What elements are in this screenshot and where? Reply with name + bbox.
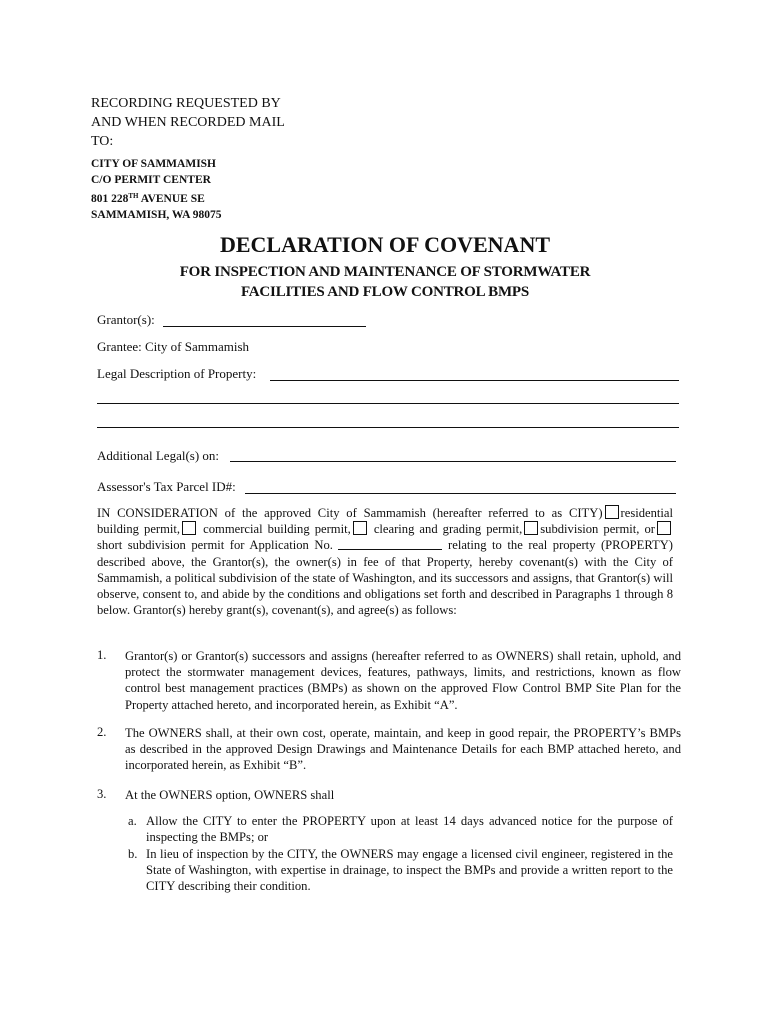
residential-checkbox[interactable] (605, 505, 619, 519)
tax-parcel-label: Assessor's Tax Parcel ID#: (97, 479, 236, 494)
recording-line: TO: (91, 134, 114, 149)
recording-line: RECORDING REQUESTED BY (91, 96, 281, 111)
commercial-checkbox[interactable] (182, 521, 196, 535)
recording-line: AND WHEN RECORDED MAIL (91, 115, 285, 130)
subitem-label: a. (128, 814, 137, 828)
legal-description-line-1[interactable] (270, 380, 679, 381)
grantor-input-line[interactable] (163, 326, 366, 327)
item-text: Grantor(s) or Grantor(s) successors and assigns (hereafter referred to as OWNERS) shall retain, uphold, and protect the stormwater management devices, features, pathways, limits, and restrictions, known as flow control best management practices (BMPs) as shown on the approved Flow Control BMP Site Plan for the Property attached hereto, and incorporated herein, as Exhibit “A”. (125, 649, 681, 712)
item-text: At the OWNERS option, OWNERS shall (125, 788, 335, 802)
subdivision-checkbox[interactable] (524, 521, 538, 535)
subitem-a (128, 813, 673, 845)
short-subdivision-checkbox[interactable] (657, 521, 671, 535)
address-line: C/O PERMIT CENTER (91, 174, 211, 186)
document-title: DECLARATION OF COVENANT (219, 232, 551, 257)
subitem-label: b. (128, 847, 138, 861)
legal-description-line-3[interactable] (97, 427, 679, 428)
item-text: The OWNERS shall, at their own cost, operate, maintain, and keep in good repair, the PROPERTY’s BMPs as described in the approved Design Drawings and Maintenance Details for each BMP attached hereto, and incorporated herein, as Exhibit “B”. (125, 726, 681, 773)
consideration-paragraph: IN CONSIDERATION of the approved City of Sammamish (hereafter referred to as CITY) residential building permit, commercial building permit, clearing and grading permit, subdivision permit, orshort subdivision permit for Application No. relating to the real property (PROPERTY) described above, the Grantor(s), the owner(s) in fee of that Property, hereby covenant(s) with the City of Sammamish, a political subdivision of the state of Washington, and its successors and assigns, that Grantor(s) will observe, consent to, and abide by the conditions and obligations set forth and described in Paragraphs 1 through 8 below. Grantor(s) hereby grant(s), covenant(s), and agree(s) as follows: (97, 506, 673, 618)
mailing-address (91, 156, 221, 223)
subtitle-line: FOR INSPECTION AND MAINTENANCE OF STORMWATER (179, 264, 591, 280)
subitem-text: Allow the CITY to enter the PROPERTY upon at least 14 days advanced notice for the purpose of inspecting the BMPs; or (146, 814, 673, 845)
item-number: 3. (97, 787, 107, 801)
subitem-b (128, 846, 673, 895)
subtitle-line: FACILITIES AND FLOW CONTROL BMPS (240, 284, 530, 300)
recording-requested-block (91, 94, 331, 151)
clearing-checkbox[interactable] (353, 521, 367, 535)
tax-parcel-line[interactable] (245, 493, 676, 494)
address-line: CITY OF SAMMAMISH (91, 158, 217, 170)
additional-legal-label: Additional Legal(s) on: (97, 448, 220, 463)
application-number-field[interactable] (338, 539, 442, 550)
address-line: SAMMAMISH, WA 98075 (91, 209, 222, 221)
legal-description-line-2[interactable] (97, 403, 679, 404)
grantor-label: Grantor(s): (97, 312, 155, 327)
item-number: 1. (97, 648, 107, 662)
item-number: 2. (97, 725, 107, 739)
document-subtitle (0, 262, 770, 302)
address-line: 801 228TH AVENUE SE (91, 192, 205, 205)
legal-description-label: Legal Description of Property: (97, 366, 257, 381)
additional-legal-line[interactable] (230, 461, 676, 462)
grantee-text: Grantee: City of Sammamish (97, 339, 250, 354)
subitem-text: In lieu of inspection by the CITY, the OWNERS may engage a licensed civil engineer, registered in the State of Washington, with expertise in drainage, to inspect the BMPs and provide a written report to the CITY describing their condition. (146, 847, 673, 894)
